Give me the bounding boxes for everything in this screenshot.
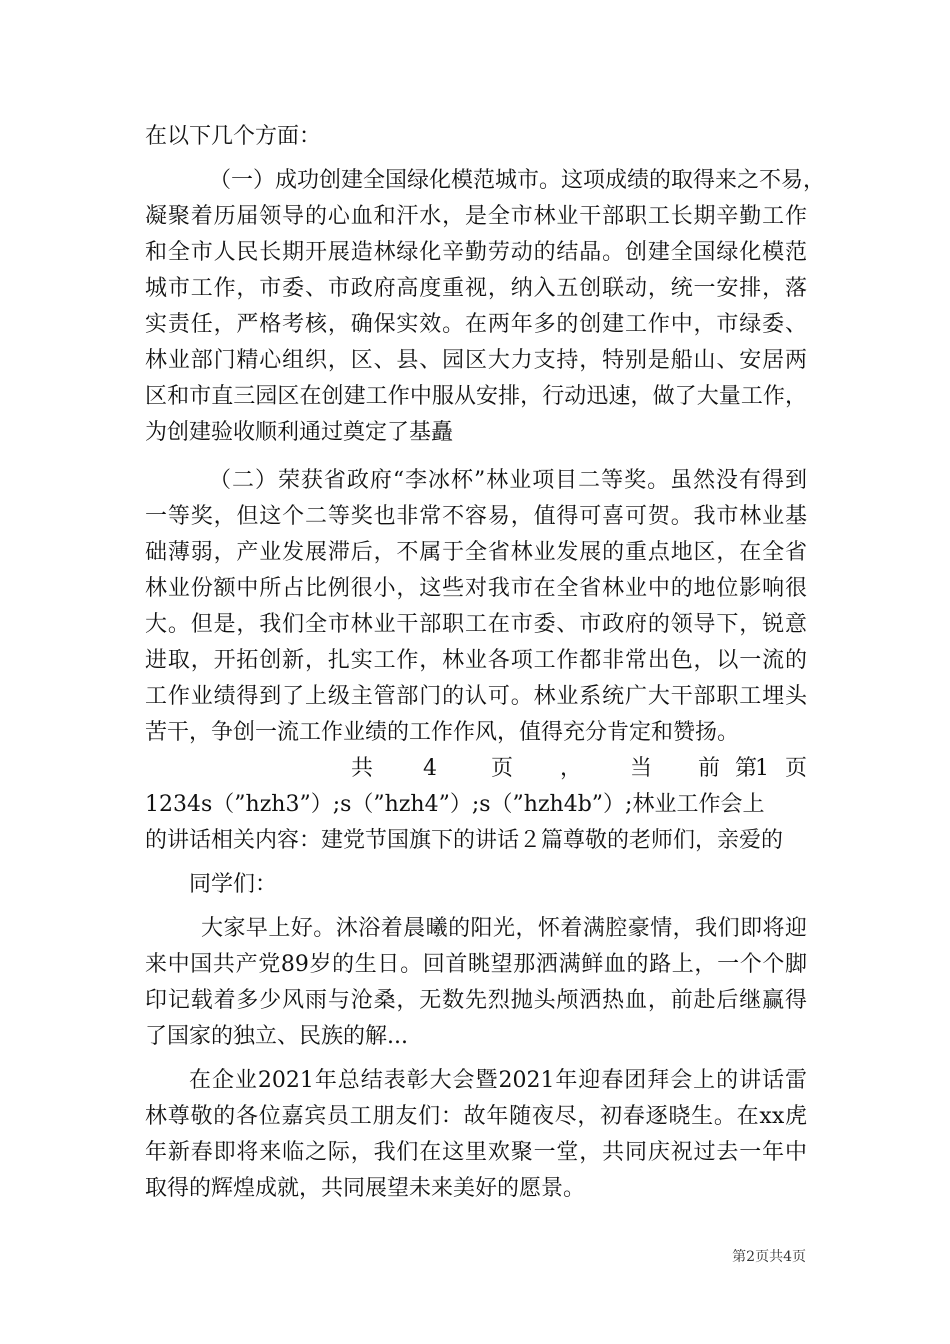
paragraph-line: 林业部门精心组织，区、县、园区大力支持，特别是船山、安居两 bbox=[145, 348, 807, 373]
paragraph-line: 为创建验收顺利通过奠定了基矗 bbox=[145, 420, 454, 445]
counter-text: 第 bbox=[735, 756, 758, 781]
paragraph-line: 工作业绩得到了上级主管部门的认可。林业系统广大干部职工埋头 bbox=[145, 684, 807, 709]
counter-text: 页 bbox=[491, 756, 514, 781]
paragraph-line: 在企业2021年总结表彰大会暨2021年迎春团拜会上的讲话雷 bbox=[189, 1068, 807, 1093]
document-body bbox=[145, 119, 826, 1207]
paragraph-line: 区和市直三园区在创建工作中服从安排，行动迅速，做了大量工作， bbox=[145, 384, 807, 409]
paragraph-line: 城市工作，市委、市政府高度重视，纳入五创联动，统一安排，落 bbox=[145, 276, 807, 301]
counter-text: 共 bbox=[351, 756, 374, 781]
paragraph-line: 同学们： bbox=[189, 872, 278, 897]
paragraph-line: （一）成功创建全国绿化模范城市。这项成绩的取得来之不易， bbox=[209, 168, 826, 193]
counter-text: 当 bbox=[630, 756, 653, 781]
paragraph-line: 凝聚着历届领导的心血和汗水，是全市林业干部职工长期辛勤工作 bbox=[145, 204, 807, 229]
counter-text: 页 bbox=[785, 756, 808, 781]
paragraph-line: 苦干，争创一流工作业绩的工作作风，值得充分肯定和赞扬。 bbox=[145, 720, 740, 745]
counter-text: 1 bbox=[755, 756, 769, 781]
counter-text: 前 bbox=[698, 756, 721, 781]
paragraph-line: 了国家的独立、民族的解... bbox=[145, 1024, 408, 1049]
paragraph-line: （二）荣获省政府“李冰杯”林业项目二等奖。虽然没有得到 bbox=[209, 468, 807, 493]
page-footer: 第2页共4页 bbox=[732, 1249, 806, 1265]
paragraph-line: 大家早上好。沐浴着晨曦的阳光，怀着满腔豪情，我们即将迎 bbox=[201, 916, 807, 941]
counter-text: ， bbox=[560, 756, 583, 781]
paragraph-line: 进取，开拓创新，扎实工作，林业各项工作都非常出色，以一流的 bbox=[145, 648, 807, 673]
paragraph-line: 和全市人民长期开展造林绿化辛勤劳动的结晶。创建全国绿化模范 bbox=[145, 240, 807, 265]
paragraph-line: 取得的辉煌成就，共同展望未来美好的愿景。 bbox=[145, 1176, 586, 1201]
paragraph-line: 林尊敬的各位嘉宾员工朋友们：故年随夜尽，初春逐晓生。在xx虎 bbox=[145, 1104, 807, 1129]
paragraph-line: 在以下几个方面： bbox=[145, 124, 322, 149]
paragraph-line: 础薄弱，产业发展滞后，不属于全省林业发展的重点地区，在全省 bbox=[145, 540, 807, 565]
paragraph-line: 年新春即将来临之际，我们在这里欢聚一堂，共同庆祝过去一年中 bbox=[145, 1140, 807, 1165]
paragraph-line: 的讲话相关内容：建党节国旗下的讲话２篇尊敬的老师们，亲爱的 bbox=[145, 828, 784, 853]
counter-text: 4 bbox=[423, 756, 437, 781]
paragraph-line: 1234s（”hzh3”）;s（”hzh4”）;s（”hzh4b”）;林业工作会上 bbox=[145, 792, 765, 817]
paragraph-line: 实责任，严格考核，确保实效。在两年多的创建工作中，市绿委、 bbox=[145, 312, 807, 337]
paragraph-line: 大。但是，我们全市林业干部职工在市委、市政府的领导下，锐意 bbox=[145, 612, 807, 637]
paragraph-line: 来中国共产党89岁的生日。回首眺望那洒满鲜血的路上，一个个脚 bbox=[145, 952, 807, 977]
paragraph-line: 印记载着多少风雨与沧桑，无数先烈抛头颅洒热血，前赴后继赢得 bbox=[145, 988, 807, 1013]
page-counter bbox=[145, 751, 807, 787]
paragraph-line: 林业份额中所占比例很小，这些对我市在全省林业中的地位影响很 bbox=[145, 576, 807, 601]
paragraph-line: 一等奖，但这个二等奖也非常不容易，值得可喜可贺。我市林业基 bbox=[145, 504, 807, 529]
